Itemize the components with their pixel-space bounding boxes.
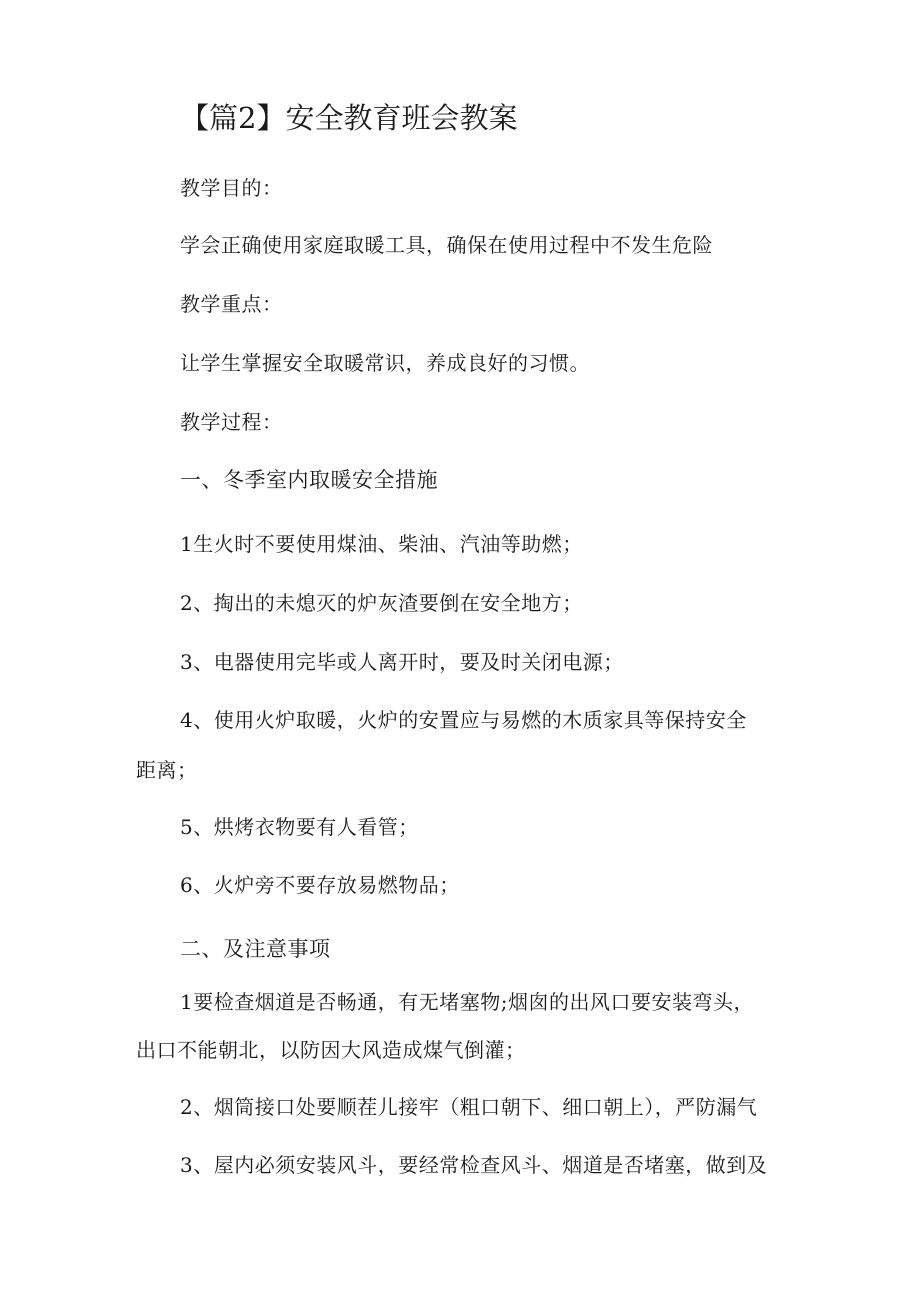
paragraph-focus: 让学生掌握安全取暖常识，养成良好的习惯。 [180, 351, 590, 375]
list-item-b3: 3、屋内必须安装风斗，要经常检查风斗、烟道是否堵塞，做到及 [180, 1153, 768, 1177]
list-item-4: 4、使用火炉取暖，火炉的安置应与易燃的木质家具等保持安全 [180, 708, 747, 732]
section-label-focus: 教学重点： [180, 292, 283, 316]
list-item-5: 5、烘烤衣物要有人看管； [180, 815, 419, 839]
section-label-process: 教学过程： [180, 410, 283, 434]
list-item-b2: 2、烟筒接口处要顺茬儿接牢（粗口朝下、细口朝上），严防漏气 [180, 1095, 758, 1119]
list-item-3: 3、电器使用完毕或人离开时，要及时关闭电源； [180, 650, 624, 674]
heading-part-two: 二、及注意事项 [180, 937, 331, 961]
list-item-2: 2、掏出的未熄灭的炉灰渣要倒在安全地方； [180, 591, 583, 615]
list-item-4-continued: 距离； [136, 758, 198, 782]
list-item-1: 1生火时不要使用煤油、柴油、汽油等助燃； [180, 532, 583, 556]
section-label-objective: 教学目的： [180, 176, 283, 200]
document-title: 【篇2】安全教育班会教案 [180, 101, 518, 135]
heading-part-one: 一、冬季室内取暖安全措施 [180, 468, 438, 492]
list-item-b1-continued: 出口不能朝北，以防因大风造成煤气倒灌； [136, 1038, 526, 1062]
paragraph-objective: 学会正确使用家庭取暖工具，确保在使用过程中不发生危险 [180, 233, 713, 257]
list-item-6: 6、火炉旁不要存放易燃物品； [180, 873, 460, 897]
list-item-b1: 1要检查烟道是否畅通，有无堵塞物;烟囱的出风口要安装弯头， [180, 990, 754, 1014]
